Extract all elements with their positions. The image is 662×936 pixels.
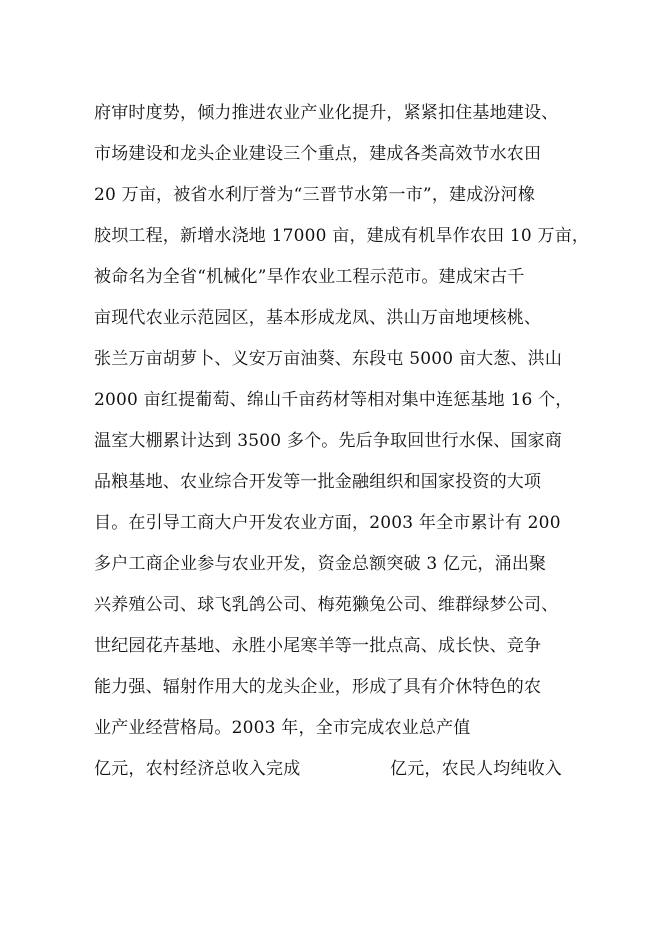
paragraph-line: 温室大棚累计达到 3500 多个。先后争取回世行水保、国家商	[94, 431, 563, 451]
paragraph-line: 亩现代农业示范园区，基本形成龙凤、洪山万亩地埂核桃、	[94, 308, 542, 328]
paragraph-line: 府审时度势，倾力推进农业产业化提升，紧紧扣住基地建设、	[94, 103, 559, 123]
paragraph-line: 2000 亩红提葡萄、绵山千亩药材等相对集中连惩基地 16 个，	[94, 390, 573, 410]
paragraph-line: 业产业经营格局。2003 年，全市完成农业总产值	[94, 718, 471, 738]
paragraph-line: 多户工商企业参与农业开发，资金总额突破 3 亿元，涌出聚	[94, 554, 547, 574]
paragraph-line: 胶坝工程，新增水浇地 17000 亩，建成有机旱作农田 10 万亩，	[94, 226, 590, 246]
paragraph-line: 被命名为全省“机械化”旱作农业工程示范市。建成宋古千	[94, 267, 525, 287]
paragraph-line: 20 万亩，被省水利厅誉为“三晋节水第一市”，建成汾河橡	[94, 185, 536, 205]
paragraph-line: 张兰万亩胡萝卜、义安万亩油葵、东段屯 5000 亩大葱、洪山	[94, 349, 563, 369]
line-segment-2: 亿元，农民人均纯收入	[390, 759, 562, 779]
paragraph-line: 品粮基地、农业综合开发等一批金融组织和国家投资的大项	[94, 472, 542, 492]
line-segment-1: 亿元，农村经济总收入完成	[94, 759, 301, 779]
paragraph-line: 兴养殖公司、球飞乳鸽公司、梅苑獭兔公司、维群绿梦公司、	[94, 595, 559, 615]
paragraph-line: 世纪园花卉基地、永胜小尾寒羊等一批点高、成长快、竞争	[94, 636, 542, 656]
paragraph-line: 目。在引导工商大户开发农业方面，2003 年全市累计有 200	[94, 513, 561, 533]
paragraph-line-with-gaps	[94, 755, 584, 783]
paragraph-line: 能力强、辐射作用大的龙头企业，形成了具有介休特色的农	[94, 677, 542, 697]
paragraph-line: 市场建设和龙头企业建设三个重点，建成各类高效节水农田	[94, 144, 542, 164]
